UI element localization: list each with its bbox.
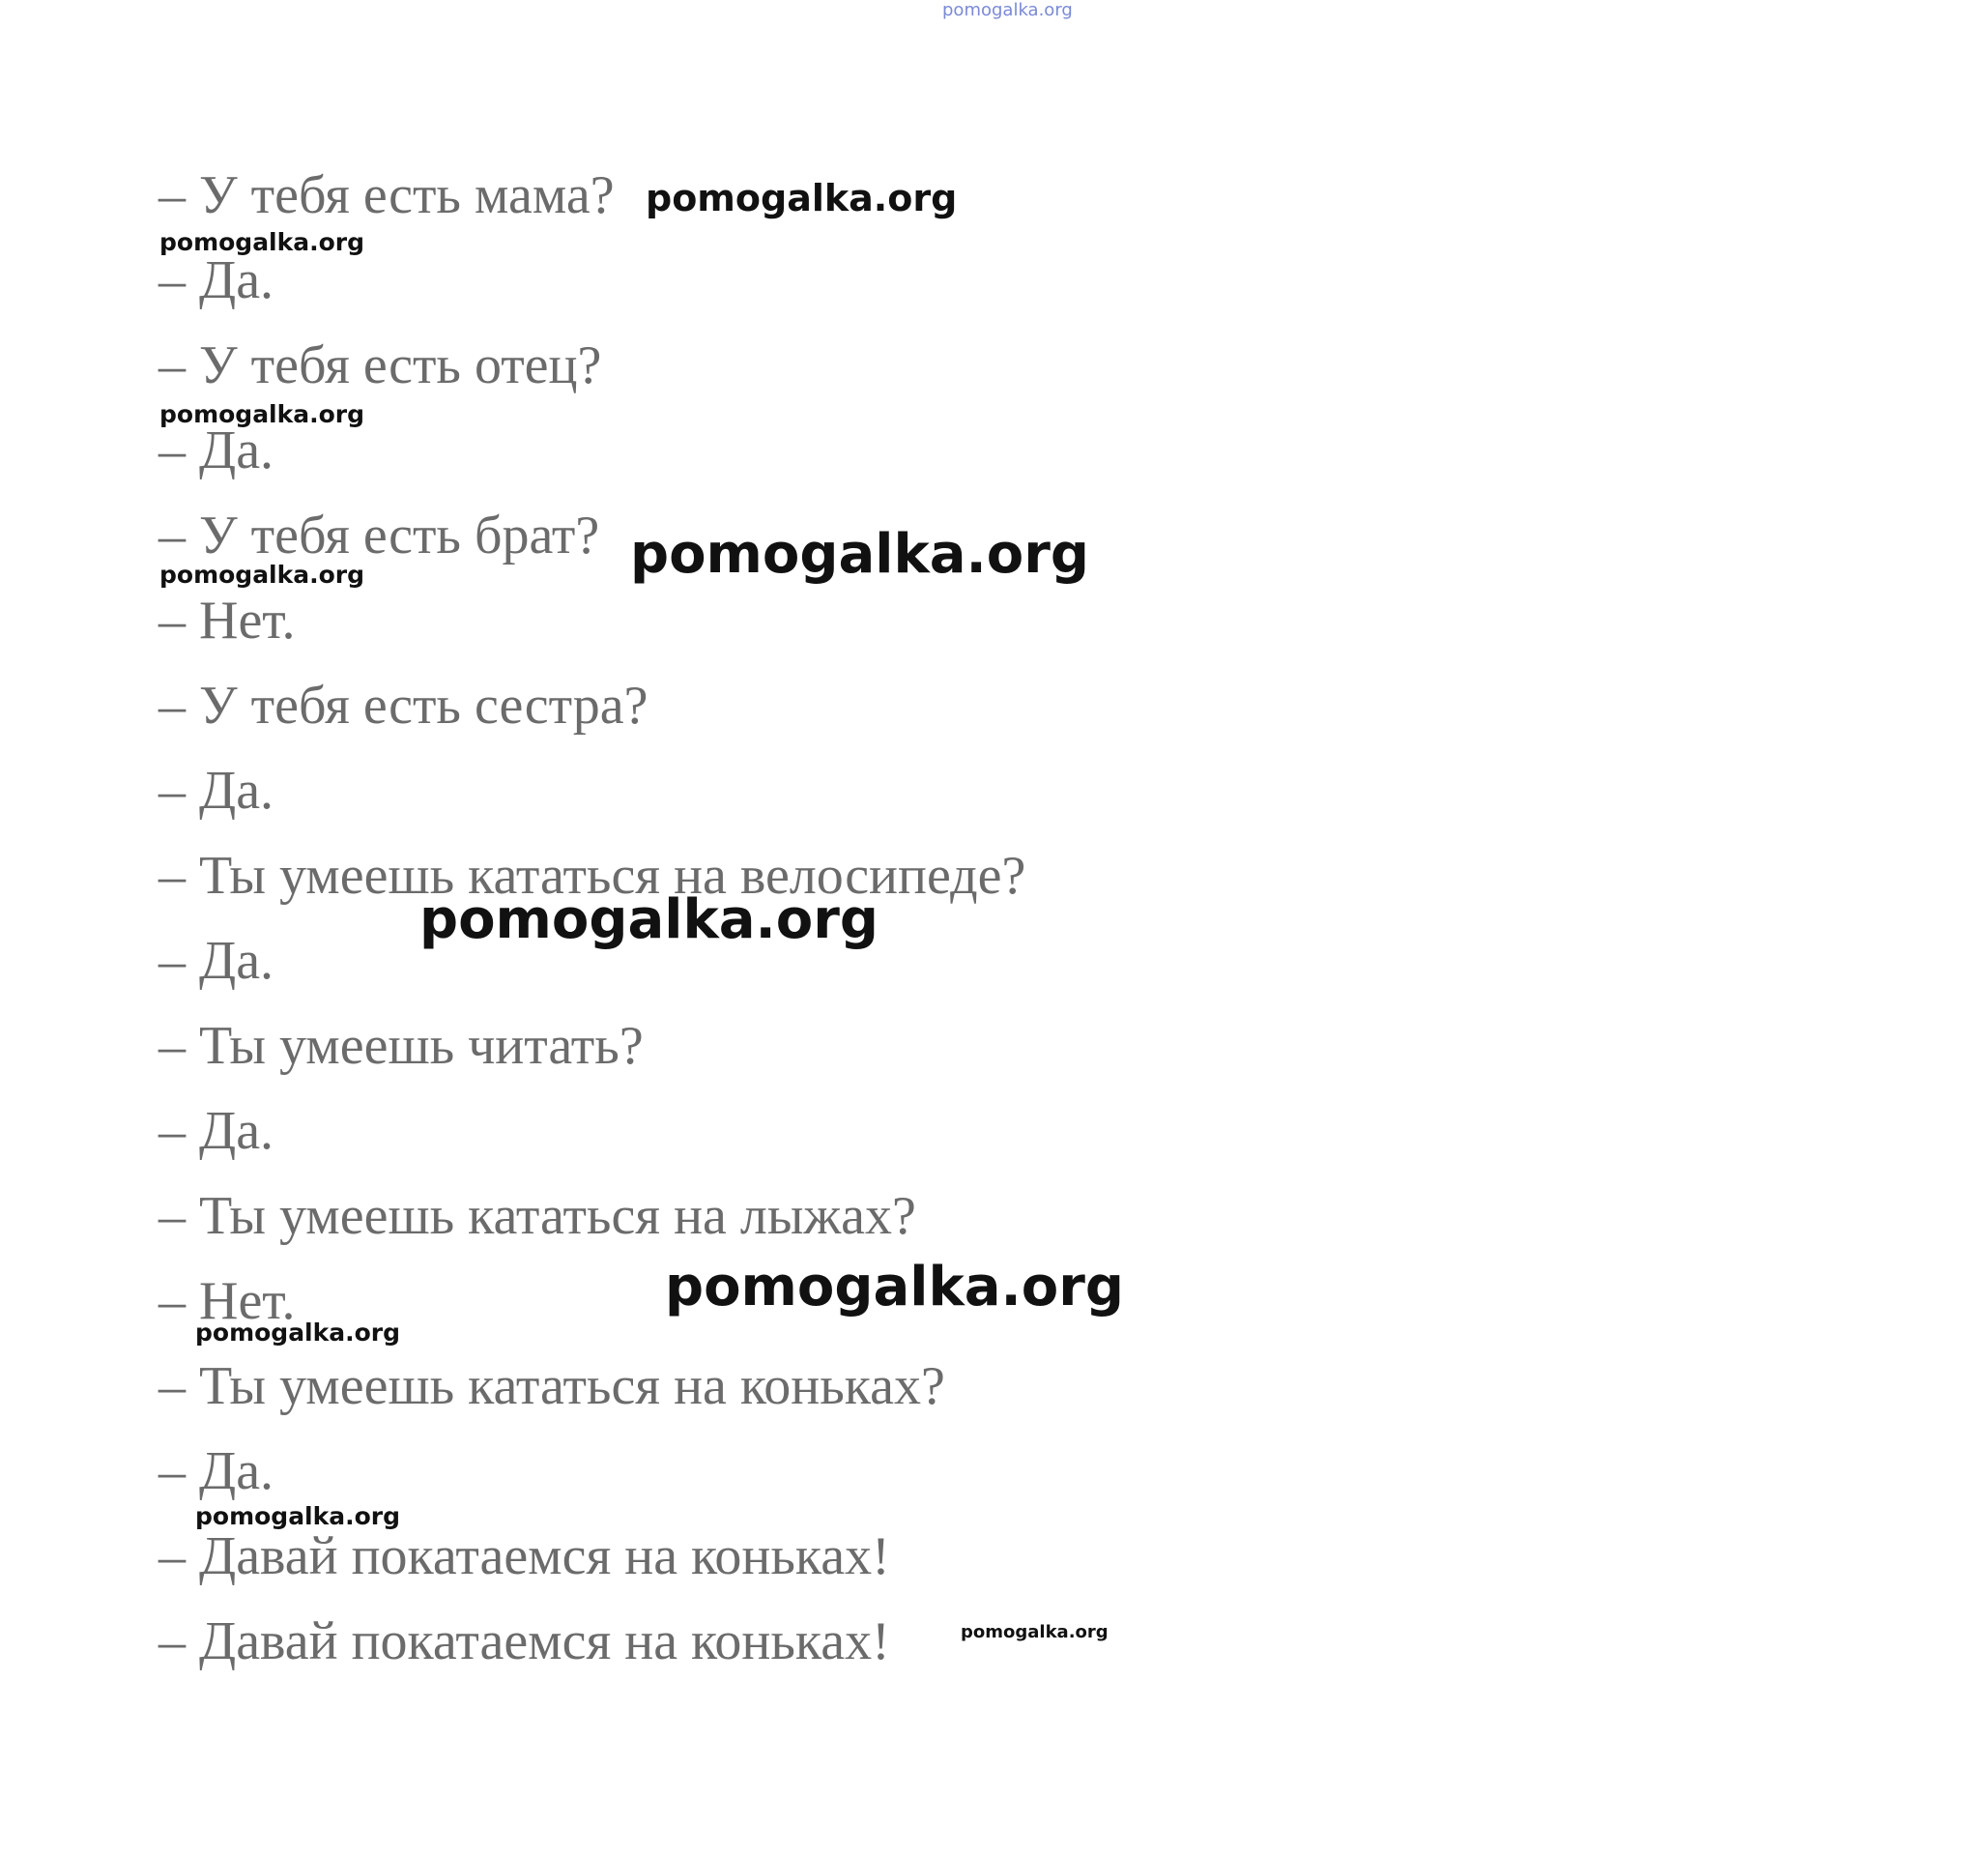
watermark: pomogalka.org	[419, 888, 879, 951]
dialogue-line: – Ты умеешь кататься на коньках?	[158, 1356, 945, 1416]
dialogue-line: – Да.	[158, 420, 274, 480]
watermark: pomogalka.org	[665, 1256, 1124, 1319]
dialogue-line: – Нет.	[158, 591, 296, 651]
dialogue-line: – У тебя есть отец?	[158, 335, 602, 395]
dialogue-line: – Давай покатаемся на коньках!	[158, 1526, 890, 1586]
dialogue-line: – Да.	[158, 250, 274, 310]
watermark: pomogalka.org	[159, 561, 365, 589]
dialogue-line: – Ты умеешь кататься на лыжах?	[158, 1186, 916, 1246]
dialogue-line: – Ты умеешь кататься на велосипеде?	[158, 846, 1026, 906]
dialogue-line: – У тебя есть мама?	[158, 165, 615, 225]
header-watermark: pomogalka.org	[942, 0, 1073, 20]
watermark: pomogalka.org	[630, 523, 1089, 586]
dialogue-line: – Давай покатаемся на коньках!	[158, 1611, 890, 1671]
watermark: pomogalka.org	[646, 177, 958, 219]
watermark: pomogalka.org	[159, 400, 365, 428]
dialogue-line: – Ты умеешь читать?	[158, 1016, 644, 1076]
dialogue-line: – У тебя есть брат?	[158, 506, 600, 565]
watermark: pomogalka.org	[159, 228, 365, 256]
dialogue-line: – Да.	[158, 931, 274, 991]
watermark: pomogalka.org	[195, 1319, 401, 1347]
dialogue-line: – Да.	[158, 761, 274, 821]
dialogue-line: – Нет.	[158, 1271, 296, 1331]
watermark: pomogalka.org	[195, 1502, 401, 1530]
dialogue-line: – Да.	[158, 1441, 274, 1501]
dialogue-line: – Да.	[158, 1101, 274, 1161]
watermark: pomogalka.org	[961, 1622, 1109, 1642]
dialogue-line: – У тебя есть сестра?	[158, 676, 648, 736]
